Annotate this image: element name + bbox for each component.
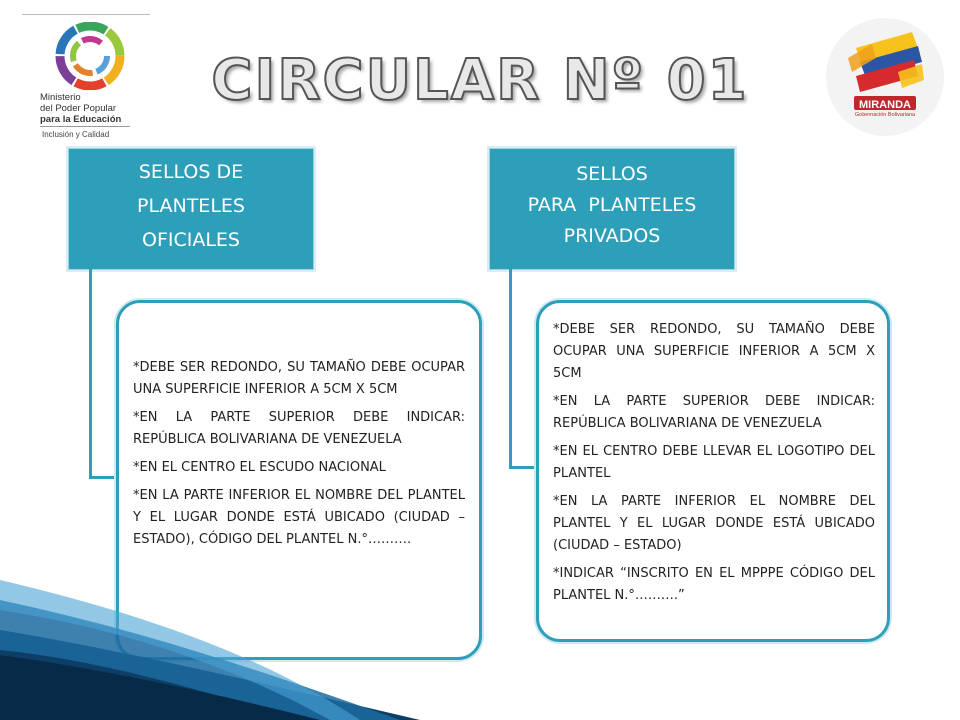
- logo-divider: [22, 14, 150, 15]
- privados-item-5: *INDICAR “INSCRITO EN EL MPPPE CÓDIGO DEL PLANTEL N.°……….”: [553, 566, 875, 603]
- decorative-swoosh: [0, 560, 420, 720]
- header-box-oficiales: [68, 148, 314, 270]
- ministerio-line-2: del Poder Popular: [40, 103, 117, 114]
- header-privados-line-2: PARA PLANTELES: [527, 194, 697, 216]
- header-oficiales-line-1: SELLOS DE: [138, 161, 244, 183]
- ministerio-emblem-icon: [54, 22, 126, 90]
- oficiales-item-4: *EN LA PARTE INFERIOR EL NOMBRE DEL PLANTEL Y EL LUGAR DONDE ESTÁ UBICADO (CIUDAD – ESTADO), CÓDIGO DEL PLANTEL N.°……….: [133, 488, 465, 547]
- page-title: CIRCULAR Nº 01: [211, 48, 749, 113]
- content-box-privados: [536, 300, 890, 642]
- header-box-privados: [489, 148, 735, 270]
- ministerio-logo: [20, 8, 160, 138]
- oficiales-item-3: *EN EL CENTRO EL ESCUDO NACIONAL: [133, 460, 386, 475]
- header-oficiales-line-2: PLANTELES: [137, 195, 245, 217]
- ministerio-tagline: Inclusión y Calidad: [42, 130, 110, 139]
- miranda-logo: [826, 18, 944, 136]
- header-privados-line-1: SELLOS: [576, 163, 648, 185]
- privados-item-3: *EN EL CENTRO DEBE LLEVAR EL LOGOTIPO DEL PLANTEL: [553, 444, 875, 481]
- tagline-divider: [40, 126, 130, 127]
- header-oficiales-line-3: OFICIALES: [141, 229, 240, 251]
- oficiales-requirements: [133, 357, 465, 557]
- ministerio-line-1: Ministerio: [40, 92, 81, 103]
- miranda-subtitle: Gobernación Bolivariana: [854, 112, 916, 118]
- miranda-flag-icon: [826, 18, 944, 136]
- miranda-name: MIRANDA: [859, 99, 911, 111]
- ministerio-line-3: para la Educación: [40, 114, 122, 125]
- privados-item-4: *EN LA PARTE INFERIOR EL NOMBRE DEL PLANTEL Y EL LUGAR DONDE ESTÁ UBICADO (CIUDAD – ESTADO): [553, 494, 875, 553]
- oficiales-item-1: *DEBE SER REDONDO, SU TAMAÑO DEBE OCUPAR UNA SUPERFICIE INFERIOR A 5CM X 5CM: [133, 360, 465, 397]
- privados-item-1: *DEBE SER REDONDO, SU TAMAÑO DEBE OCUPAR UNA SUPERFICIE INFERIOR A 5CM X 5CM: [553, 322, 875, 381]
- oficiales-item-2: *EN LA PARTE SUPERIOR DEBE INDICAR: REPÚBLICA BOLIVARIANA DE VENEZUELA: [133, 410, 465, 447]
- privados-requirements: [553, 319, 875, 613]
- header-privados-line-3: PRIVADOS: [563, 225, 661, 247]
- privados-item-2: *EN LA PARTE SUPERIOR DEBE INDICAR: REPÚBLICA BOLIVARIANA DE VENEZUELA: [553, 394, 875, 431]
